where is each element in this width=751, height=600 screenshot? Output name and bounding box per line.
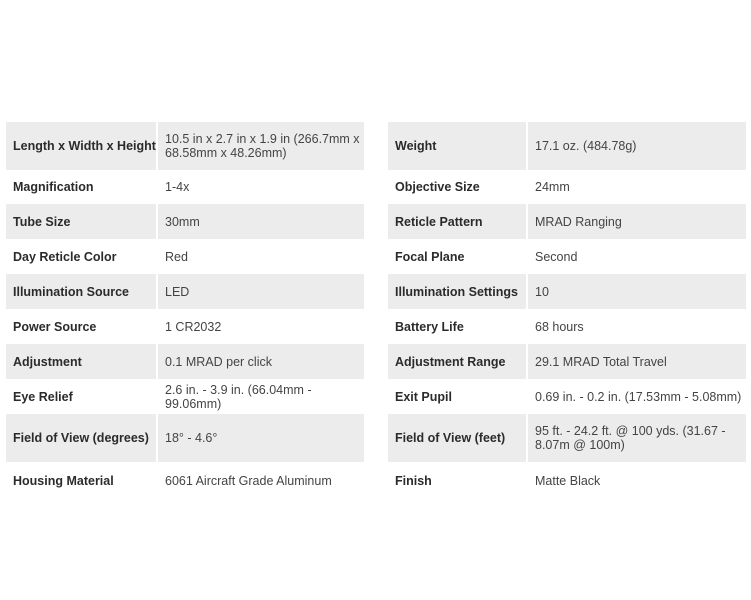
- spec-value: LED: [157, 274, 364, 309]
- spec-label: Field of View (feet): [388, 414, 527, 462]
- spec-table-left: [6, 122, 364, 499]
- spec-row-objective-size: [388, 170, 746, 204]
- spec-value: 0.69 in. - 0.2 in. (17.53mm - 5.08mm): [527, 379, 746, 414]
- spec-label: Objective Size: [388, 170, 527, 204]
- spec-row-day-reticle-color: [6, 239, 364, 274]
- spec-row-battery-life: [388, 309, 746, 344]
- spec-label: Focal Plane: [388, 239, 527, 274]
- spec-label: Eye Relief: [6, 379, 157, 414]
- spec-row-focal-plane: [388, 239, 746, 274]
- spec-label: Housing Material: [6, 462, 157, 499]
- spec-row-illumination-source: [6, 274, 364, 309]
- spec-row-housing-material: [6, 462, 364, 499]
- spec-row-weight: [388, 122, 746, 170]
- spec-row-power-source: [6, 309, 364, 344]
- spec-table-right: [388, 122, 746, 499]
- spec-value: 30mm: [157, 204, 364, 239]
- spec-value: 10: [527, 274, 746, 309]
- spec-label: Finish: [388, 462, 527, 499]
- spec-value: MRAD Ranging: [527, 204, 746, 239]
- spec-sheet: [6, 122, 746, 499]
- spec-row-exit-pupil: [388, 379, 746, 414]
- spec-value: 0.1 MRAD per click: [157, 344, 364, 379]
- spec-value: 17.1 oz. (484.78g): [527, 122, 746, 170]
- spec-value: 18° - 4.6°: [157, 414, 364, 462]
- spec-value: 2.6 in. - 3.9 in. (66.04mm - 99.06mm): [157, 379, 364, 414]
- spec-value: 10.5 in x 2.7 in x 1.9 in (266.7mm x 68.58mm x 48.26mm): [157, 122, 364, 170]
- spec-value: Second: [527, 239, 746, 274]
- spec-label: Day Reticle Color: [6, 239, 157, 274]
- spec-label: Magnification: [6, 170, 157, 204]
- spec-label: Length x Width x Height: [6, 122, 157, 170]
- spec-row-illumination-settings: [388, 274, 746, 309]
- spec-value: Matte Black: [527, 462, 746, 499]
- spec-label: Adjustment: [6, 344, 157, 379]
- spec-label: Tube Size: [6, 204, 157, 239]
- spec-label: Field of View (degrees): [6, 414, 157, 462]
- spec-row-reticle-pattern: [388, 204, 746, 239]
- spec-row-tube-size: [6, 204, 364, 239]
- spec-row-adjustment: [6, 344, 364, 379]
- spec-label: Battery Life: [388, 309, 527, 344]
- spec-row-eye-relief: [6, 379, 364, 414]
- spec-row-field-of-view-feet: [388, 414, 746, 462]
- spec-value: 24mm: [527, 170, 746, 204]
- spec-row-adjustment-range: [388, 344, 746, 379]
- spec-label: Reticle Pattern: [388, 204, 527, 239]
- spec-row-finish: [388, 462, 746, 499]
- spec-label: Power Source: [6, 309, 157, 344]
- spec-value: 68 hours: [527, 309, 746, 344]
- spec-label: Weight: [388, 122, 527, 170]
- spec-value: 95 ft. - 24.2 ft. @ 100 yds. (31.67 - 8.07m @ 100m): [527, 414, 746, 462]
- spec-value: Red: [157, 239, 364, 274]
- spec-label: Adjustment Range: [388, 344, 527, 379]
- spec-value: 29.1 MRAD Total Travel: [527, 344, 746, 379]
- spec-row-dimensions: [6, 122, 364, 170]
- spec-label: Illumination Source: [6, 274, 157, 309]
- spec-value: 1-4x: [157, 170, 364, 204]
- spec-value: 6061 Aircraft Grade Aluminum: [157, 462, 364, 499]
- spec-value: 1 CR2032: [157, 309, 364, 344]
- spec-row-field-of-view-degrees: [6, 414, 364, 462]
- spec-label: Exit Pupil: [388, 379, 527, 414]
- spec-row-magnification: [6, 170, 364, 204]
- spec-label: Illumination Settings: [388, 274, 527, 309]
